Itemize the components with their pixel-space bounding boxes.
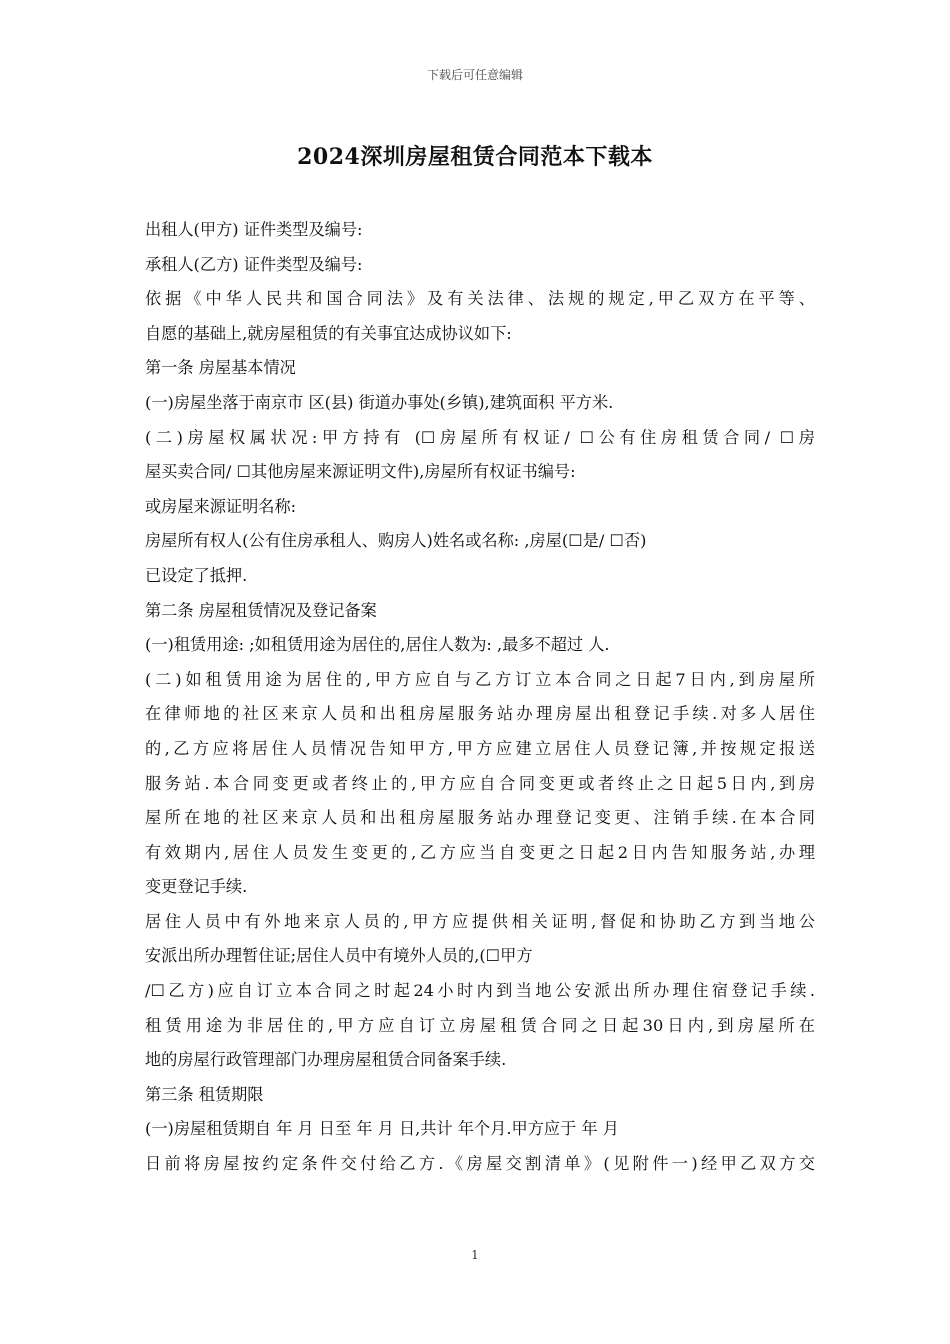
body-line: 的,乙方应将居住人员情况告知甲方,甲方应建立居住人员登记簿,并按规定报送: [145, 738, 815, 758]
body-line: 安派出所办理暂住证;居住人员中有境外人员的,(☐甲方: [145, 946, 533, 966]
document-title: 2024深圳房屋租赁合同范本下载本: [297, 144, 653, 170]
body-line: 变更登记手续.: [145, 877, 248, 897]
body-line: 有效期内,居住人员发生变更的,乙方应当自变更之日起2日内告知服务站,办理: [145, 842, 815, 862]
body-line: (二)房屋权属状况:甲方持有 (☐房屋所有权证/ ☐公有住房租赁合同/ ☐房: [145, 427, 815, 447]
page-number: 1: [471, 1248, 479, 1262]
body-line: (二)如租赁用途为居住的,甲方应自与乙方订立本合同之日起7日内,到房屋所: [145, 669, 815, 689]
body-line: 依据《中华人民共和国合同法》及有关法律、法规的规定,甲乙双方在平等、: [145, 289, 815, 309]
body-line: 房屋所有权人(公有住房承租人、购房人)姓名或名称: ,房屋(☐是/ ☐否): [145, 531, 647, 551]
body-line: 租赁用途为非居住的,甲方应自订立房屋租赁合同之日起30日内,到房屋所在: [145, 1015, 815, 1035]
contract-body: [145, 213, 815, 1182]
body-line: 第二条 房屋租赁情况及登记备案: [145, 600, 377, 620]
body-line: 屋所在地的社区来京人员和出租房屋服务站办理登记变更、注销手续.在本合同: [145, 808, 815, 828]
body-line: 居住人员中有外地来京人员的,甲方应提供相关证明,督促和协助乙方到当地公: [145, 911, 815, 931]
body-line: 已设定了抵押.: [145, 565, 248, 585]
body-line: (一)房屋租赁期自 年 月 日至 年 月 日,共计 年个月.甲方应于 年 月: [145, 1119, 619, 1139]
body-line: 出租人(甲方) 证件类型及编号:: [145, 220, 363, 239]
header-note: 下载后可任意编辑: [426, 68, 523, 82]
body-line: /☐乙方)应自订立本合同之时起24小时内到当地公安派出所办理住宿登记手续.: [145, 981, 815, 1001]
body-line: (一)房屋坐落于南京市 区(县) 街道办事处(乡镇),建筑面积 平方米.: [145, 392, 614, 412]
body-line: 自愿的基础上,就房屋租赁的有关事宜达成协议如下:: [145, 323, 512, 343]
body-line: 日前将房屋按约定条件交付给乙方.《房屋交割清单》(见附件一)经甲乙双方交: [145, 1154, 815, 1174]
body-line: 第一条 房屋基本情况: [145, 358, 296, 378]
body-line: 服务站.本合同变更或者终止的,甲方应自合同变更或者终止之日起5日内,到房: [145, 773, 815, 793]
body-line: 或房屋来源证明名称:: [145, 496, 297, 516]
body-line: 在律师地的社区来京人员和出租房屋服务站办理房屋出租登记手续.对多人居住: [145, 704, 815, 724]
body-line: 第三条 租赁期限: [145, 1084, 264, 1104]
body-line: 地的房屋行政管理部门办理房屋租赁合同备案手续.: [145, 1050, 507, 1070]
body-line: 屋买卖合同/ ☐其他房屋来源证明文件),房屋所有权证书编号:: [145, 462, 576, 482]
body-line: 承租人(乙方) 证件类型及编号:: [145, 254, 363, 274]
body-line: (一)租赁用途: ;如租赁用途为居住的,居住人数为: ,最多不超过 人.: [145, 635, 610, 655]
